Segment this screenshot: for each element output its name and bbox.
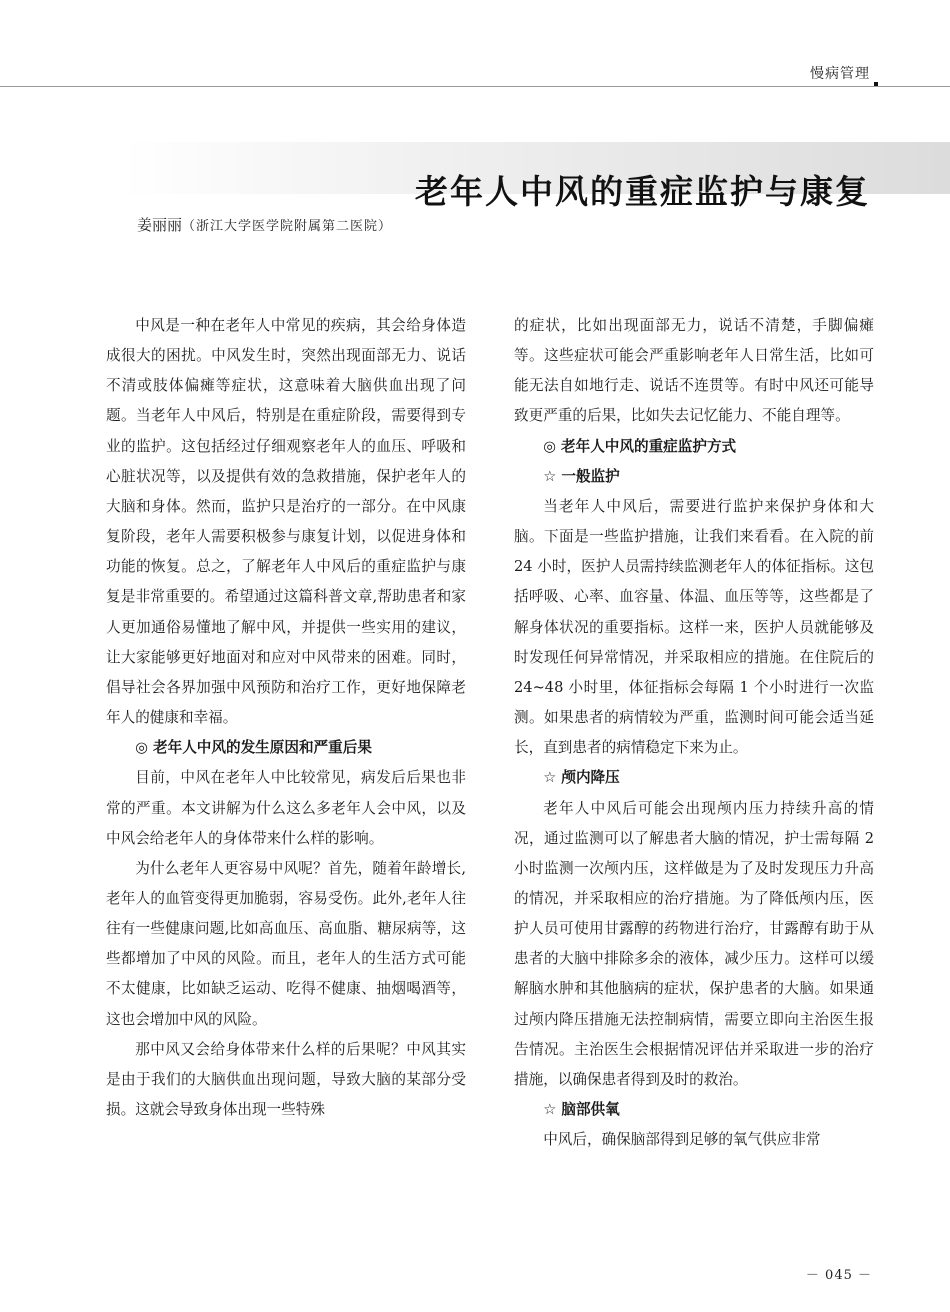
left-column: [106, 311, 466, 1125]
subheading-brain-oxygen: ☆ 脑部供氧: [543, 1101, 620, 1119]
intro-paragraph: 中风是一种在老年人中常见的疾病，其会给身体造成很大的困扰。中风发生时，突然出现面部无力、说话不清或肢体偏瘫等症状，这意味着大脑供血出现了问题。当老年人中风后，特别是在重症阶段，需要得到专业的监护。这包括经过仔细观察老年人的血压、呼吸和心脏状况等，以及提供有效的急救措施，保护老年人的大脑和身体。然而，监护只是治疗的一部分。在中风康复阶段，老年人需要积极参与康复计划，以促进身体和功能的恢复。总之，了解老年人中风后的重症监护与康复是非常重要的。希望通过这篇科普文章,帮助患者和家人更加通俗易懂地了解中风，并提供一些实用的建议，让大家能够更好地面对和应对中风带来的困难。同时，倡导社会各界加强中风预防和治疗工作，更好地保障老年人的健康和幸福。: [106, 317, 466, 727]
article-title: 老年人中风的重症监护与康复: [415, 172, 870, 212]
paragraph: 目前，中风在老年人中比较常见，病发后后果也非常的严重。本文讲解为什么这么多老年人会中风，以及中风会给老年人的身体带来什么样的影响。: [106, 769, 466, 847]
paragraph: 中风后，确保脑部得到足够的氧气供应非常: [543, 1131, 821, 1149]
paragraph: 老年人中风后可能会出现颅内压力持续升高的情况，通过监测可以了解患者大脑的情况，护士需每隔 2 小时监测一次颅内压，这样做是为了及时发现压力升高的情况，并采取相应的治疗措施。为了降低颅内压，医护人员可使用甘露醇的药物进行治疗，甘露醇有助于从患者的大脑中排除多余的液体，减少压力。这样可以缓解脑水肿和其他脑病的症状，保护患者的大脑。如果通过颅内降压措施无法控制病情，需要立即向主治医生报告情况。主治医生会根据情况评估并采取进一步的治疗措施，以确保患者得到及时的救治。: [514, 799, 874, 1088]
paragraph: 当老年人中风后，需要进行监护来保护身体和大脑。下面是一些监护措施，让我们来看看。在入院的前 24 小时，医护人员需持续监测老年人的体征指标。这包括呼吸、心率、血容量、体温、血压等等，这些都是了解身体状况的重要指标。这样一来，医护人员就能够及时发现任何异常情况，并采取相应的措施。在住院后的 24~48 小时里，体征指标会每隔 1 个小时进行一次监测。如果患者的病情较为严重，监测时间可能会适当延长，直到患者的病情稳定下来为止。: [514, 497, 874, 757]
paragraph: 为什么老年人更容易中风呢？首先，随着年龄增长,老年人的血管变得更加脆弱，容易受伤。此外,老年人往往有一些健康问题,比如高血压、高血脂、糖尿病等，这些都增加了中风的风险。而且，老年人的生活方式可能不太健康，比如缺乏运动、吃得不健康、抽烟喝酒等，这也会增加中风的风险。: [106, 859, 466, 1028]
author-affiliation: （浙江大学医学院附属第二医院）: [182, 219, 393, 234]
subheading-general-monitoring: ☆ 一般监护: [543, 467, 620, 485]
author-name: 姜丽丽: [137, 216, 183, 234]
page-number: － 045 －: [805, 1268, 872, 1283]
subheading-intracranial-pressure: ☆ 颅内降压: [543, 769, 620, 787]
paragraph-continued: 的症状，比如出现面部无力，说话不清楚，手脚偏瘫等。这些症状可能会严重影响老年人日常生活，比如可能无法自如地行走、说话不连贯等。有时中风还可能导致更严重的后果，比如失去记忆能力、不能自理等。: [514, 317, 874, 425]
paragraph: 那中风又会给身体带来什么样的后果呢？中风其实是由于我们的大脑供血出现问题，导致大脑的某部分受损。这就会导致身体出现一些特殊: [106, 1040, 466, 1119]
section-heading-monitoring: ◎ 老年人中风的重症监护方式: [543, 437, 737, 455]
section-label: 慢病管理: [810, 66, 870, 82]
header-divider: [0, 86, 950, 87]
byline: [137, 214, 392, 235]
section-heading-causes: ◎ 老年人中风的发生原因和严重后果: [135, 739, 372, 757]
right-column: [514, 311, 874, 1155]
section-marker: [874, 82, 878, 86]
